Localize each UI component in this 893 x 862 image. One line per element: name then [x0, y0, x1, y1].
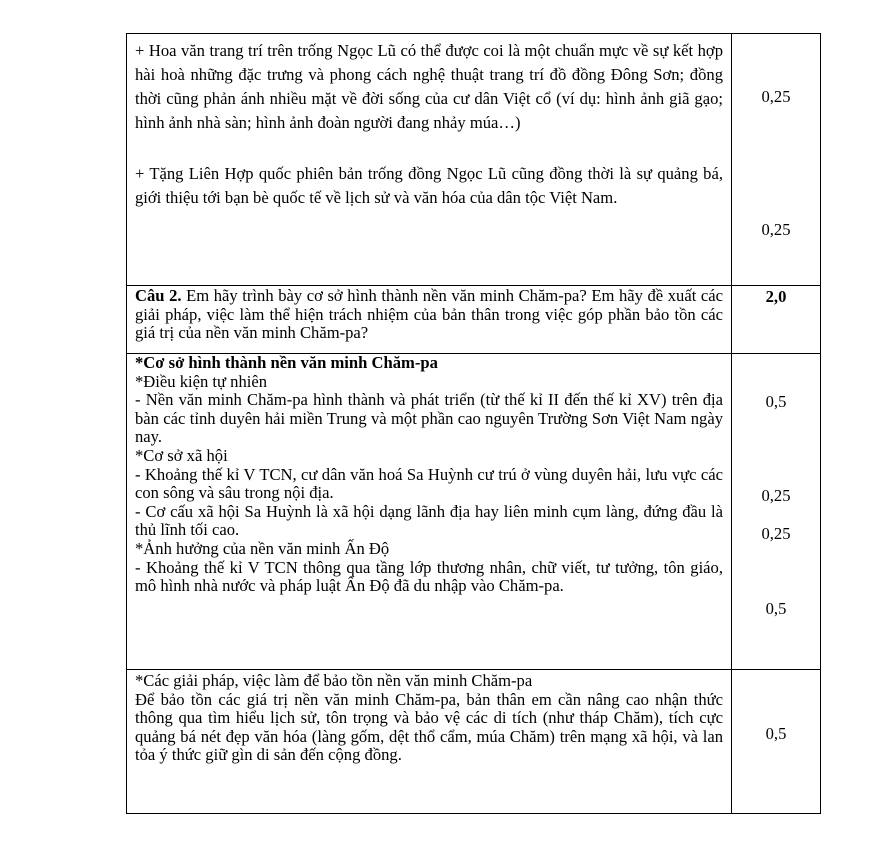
- content-cell: [127, 354, 732, 670]
- subheading-solutions: *Các giải pháp, việc làm để bảo tồn nền văn minh Chăm-pa: [135, 671, 533, 690]
- content-cell: [127, 34, 732, 286]
- table-row: [127, 670, 821, 814]
- score-cell: [732, 354, 821, 670]
- score-value: 0,5: [765, 392, 787, 411]
- score-value: 0,5: [765, 599, 787, 618]
- score-cell: [732, 34, 821, 286]
- table-row: [127, 286, 821, 354]
- paragraph-solutions: Để bảo tồn các giá trị nền văn minh Chăm-pa, bản thân em cần nâng cao nhận thức thông qua tìm hiểu lịch sử, tôn trọng và bảo vệ các di tích (như tháp Chăm), tích cực quảng bá nét đẹp văn hóa (làng gốm, dệt thổ cẩm, múa Chăm) trên mạng xã hội, và lan tỏa ý thức giữ gìn di sản đến cộng đồng.: [135, 689, 723, 765]
- paragraph-drum-decoration: + Hoa văn trang trí trên trống Ngọc Lũ có thể được coi là một chuẩn mực về sự kết hợp hài hoà những đặc trưng và phong cách nghệ thuật trang trí đồ đồng Đông Sơn; đồng thời cũng phản ánh nhiều mặt về đời sống của cư dân Việt cổ (ví dụ: hình ảnh giã gạo; hình ảnh nhà sàn; hình ảnh đoàn người đang nhảy múa…): [135, 41, 723, 132]
- question-label: Câu 2.: [135, 286, 182, 305]
- score-value: 0,25: [761, 486, 791, 505]
- paragraph-social-structure: - Cơ cấu xã hội Sa Huỳnh là xã hội dạng lãnh địa hay liên minh cụm làng, đứng đầu là thủ lĩnh tối cao.: [135, 501, 723, 540]
- table-row: [127, 354, 821, 670]
- answer-key-table: [126, 33, 821, 814]
- paragraph-india: - Khoảng thế kỉ V TCN thông qua tầng lớp thương nhân, chữ viết, tư tưởng, tôn giáo, mô hình nhà nước và pháp luật Ấn Độ đã du nhập vào Chăm-pa.: [135, 557, 723, 596]
- score-value: 0,25: [761, 524, 791, 543]
- paragraph-sa-huynh: - Khoảng thế kỉ V TCN, cư dân văn hoá Sa Huỳnh cư trú ở vùng duyên hải, lưu vực các con sông và sâu trong nội địa.: [135, 464, 723, 503]
- question-cell: [127, 286, 732, 354]
- content-cell: [127, 670, 732, 814]
- section-heading: *Cơ sở hình thành nền văn minh Chăm-pa: [135, 353, 438, 372]
- score-value: 0,25: [761, 87, 791, 106]
- subheading-social: *Cơ sở xã hội: [135, 445, 228, 465]
- table-row: [127, 34, 821, 286]
- score-value: 0,25: [761, 220, 791, 239]
- score-cell: [732, 670, 821, 814]
- paragraph-natural: - Nền văn minh Chăm-pa hình thành và phát triển (từ thế kỉ II đến thế kỉ XV) trên địa bàn các tỉnh duyên hải miền Trung và một phần cao nguyên Trường Sơn Việt Nam ngày nay.: [135, 390, 723, 447]
- subheading-natural: *Điều kiện tự nhiên: [135, 371, 268, 391]
- score-value: 0,5: [765, 724, 787, 743]
- subheading-india: *Ảnh hưởng của nền văn minh Ấn Độ: [135, 538, 390, 558]
- question-text: Câu 2. Em hãy trình bày cơ sở hình thành nền văn minh Chăm-pa? Em hãy đề xuất các giải pháp, việc làm thể hiện trách nhiệm của bản thân trong việc góp phần bảo tồn các giá trị của nền văn minh Chăm-pa?: [135, 286, 723, 343]
- score-value: 2,0: [765, 287, 787, 306]
- paragraph-drum-gift: + Tặng Liên Hợp quốc phiên bản trống đồng Ngọc Lũ cũng đồng thời là sự quảng bá, giới thiệu tới bạn bè quốc tế về lịch sử và văn hóa của dân tộc Việt Nam.: [135, 164, 723, 207]
- score-cell: [732, 286, 821, 354]
